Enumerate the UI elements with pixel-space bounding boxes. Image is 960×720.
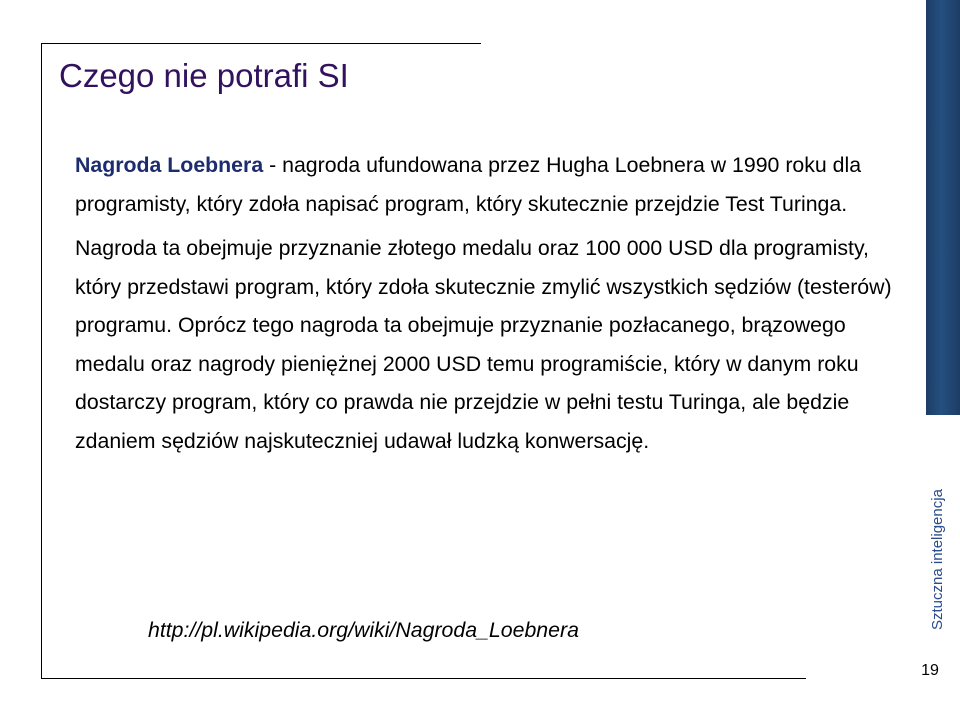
sidebar-accent-bar [926, 0, 960, 415]
source-url: http://pl.wikipedia.org/wiki/Nagroda_Loebnera [148, 618, 579, 642]
paragraph-1-text: - nagroda ufundowana przez Hugha Loebnera w 1990 roku dla programisty, który zdoła napisać program, który skutecznie przejdzie Test Turinga. [75, 153, 862, 216]
term-highlight: Nagroda Loebnera [75, 153, 264, 177]
frame-bottom-line [41, 678, 806, 679]
slide-body [75, 146, 907, 460]
paragraph-prize-details: Nagroda ta obejmuje przyznanie złotego medalu oraz 100 000 USD dla programisty, który przedstawi program, który zdoła skutecznie zmylić wszystkich sędziów (testerów) programu. Oprócz tego nagroda ta obejmuje przyznanie pozłacanego, brązowego medalu oraz nagrody pieniężnej 2000 USD temu programiście, który w danym roku dostarczy program, który co prawda nie przejdzie w pełni testu Turinga, ale będzie zdaniem sędziów najskuteczniej udawał ludzką konwersację. [75, 236, 892, 453]
frame-left-line [41, 43, 42, 678]
frame-top-line [41, 43, 481, 44]
page-number: 19 [921, 662, 939, 679]
slide-title: Czego nie potrafi SI [59, 57, 349, 94]
paragraph-loebner-prize [75, 146, 907, 223]
sidebar-label: Sztuczna inteligencja [929, 489, 946, 630]
